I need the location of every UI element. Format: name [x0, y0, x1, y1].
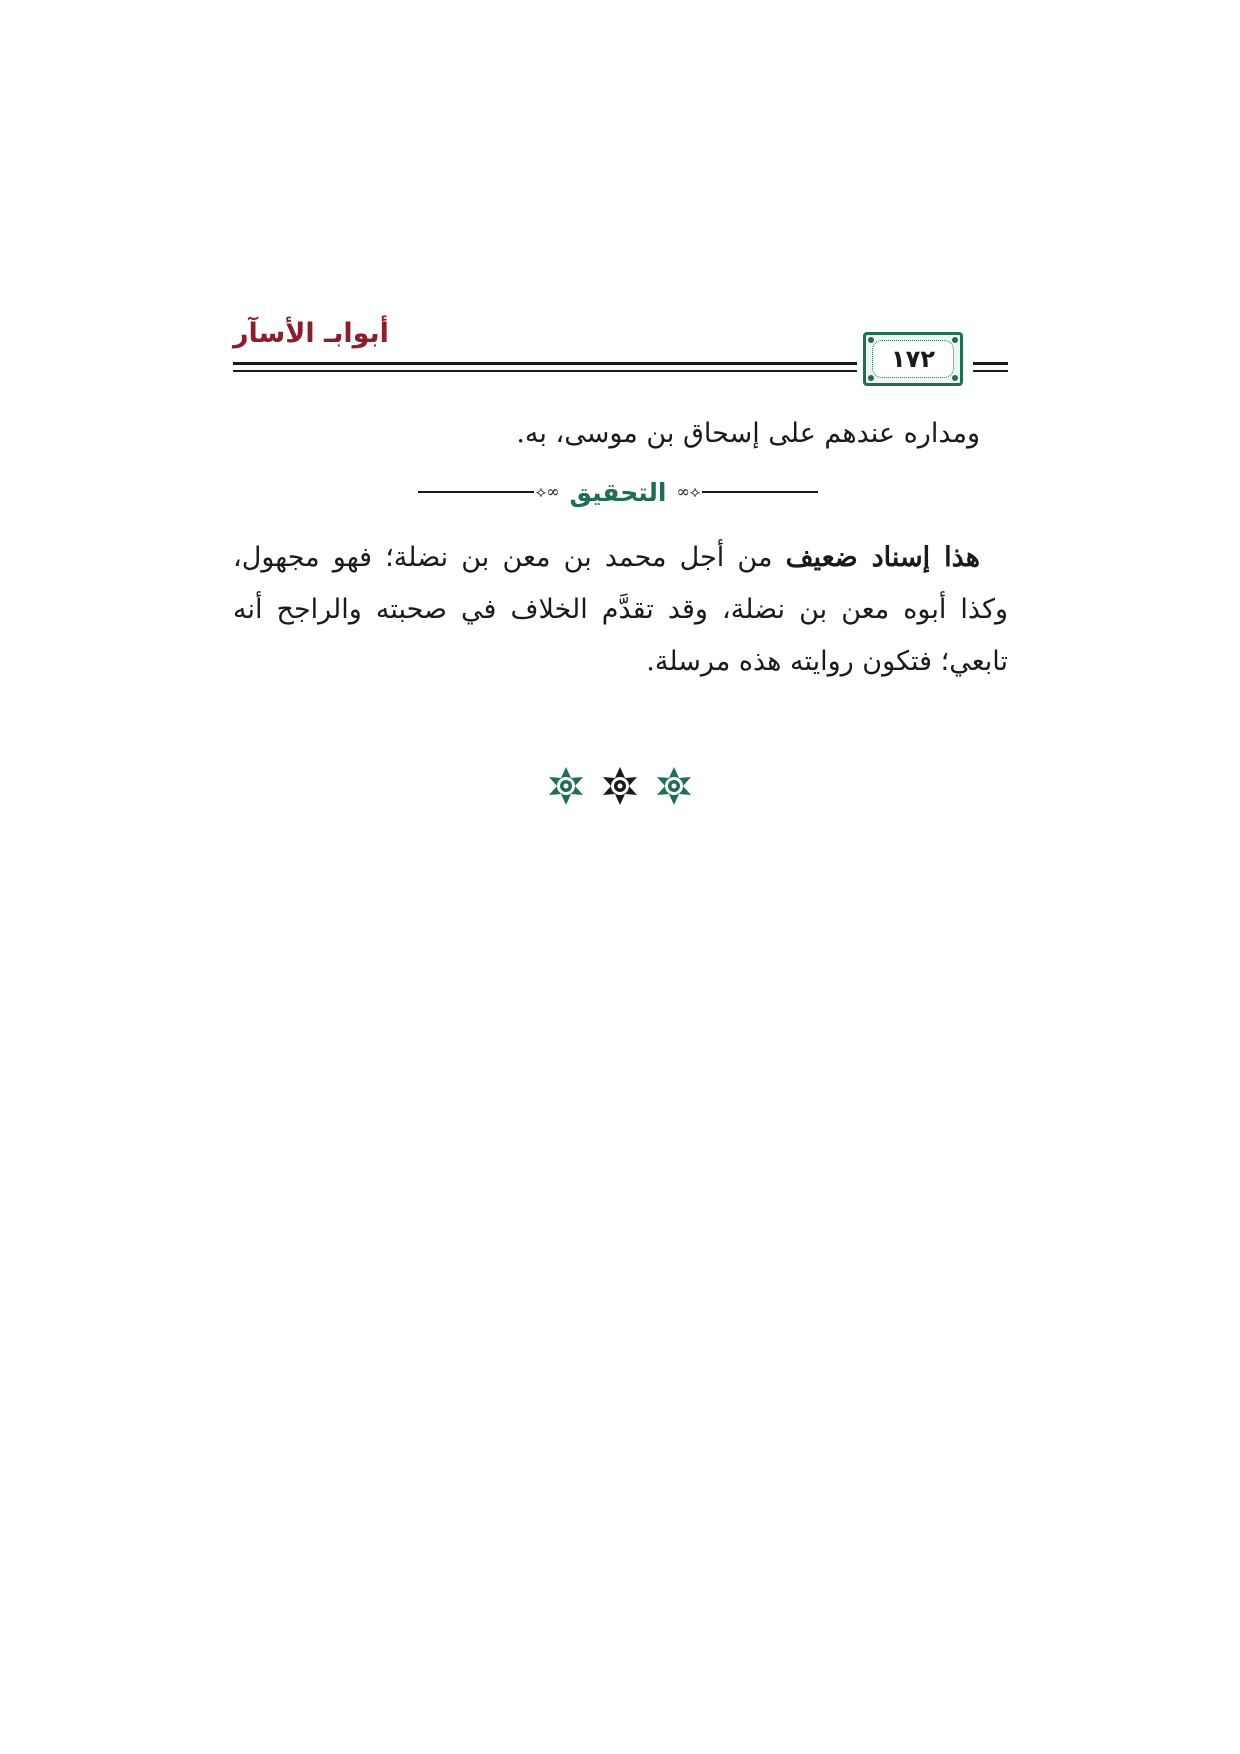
- chapter-title: أبوابـ الأسآر: [233, 318, 389, 349]
- divider-knot-icon: ∞⟡: [535, 482, 560, 501]
- section-divider: [418, 470, 818, 514]
- divider-line-left: [418, 491, 534, 493]
- divider-knot-icon: ⟡∞: [676, 482, 701, 501]
- paragraph-bold-lead: هذا إسناد ضعيف: [785, 542, 980, 573]
- section-title: التحقيق: [569, 477, 667, 507]
- frame-corner-ornament-icon: [952, 375, 958, 381]
- star-flower-icon: [654, 766, 694, 806]
- header-rule-top: [233, 362, 857, 365]
- header-rule-bottom: [233, 370, 857, 372]
- star-flower-icon: [546, 766, 586, 806]
- page-number: ١٧٢: [891, 345, 935, 373]
- frame-corner-ornament-icon: [868, 337, 874, 343]
- page-number-frame: [863, 332, 963, 386]
- paragraph-body: من أجل محمد بن معن بن نضلة؛ فهو مجهول، وكذا أبوه معن بن نضلة، وقد تقدَّم الخلاف في صحبته والراجح أنه تابعي؛ فتكون روايته هذه مرسلة.: [233, 542, 1008, 677]
- commentary-paragraph: [233, 532, 1008, 688]
- end-ornaments: [0, 766, 1240, 806]
- frame-corner-ornament-icon: [952, 337, 958, 343]
- header-rule-right-top: [973, 362, 1008, 365]
- page-header: [233, 318, 1008, 390]
- frame-corner-ornament-icon: [868, 375, 874, 381]
- star-flower-icon: [600, 766, 640, 806]
- body-line-1: ومداره عندهم على إسحاق بن موسى، به.: [516, 418, 980, 449]
- page-number-inner: [872, 340, 954, 378]
- header-rule-right-bottom: [973, 370, 1008, 372]
- divider-line-right: [702, 491, 818, 493]
